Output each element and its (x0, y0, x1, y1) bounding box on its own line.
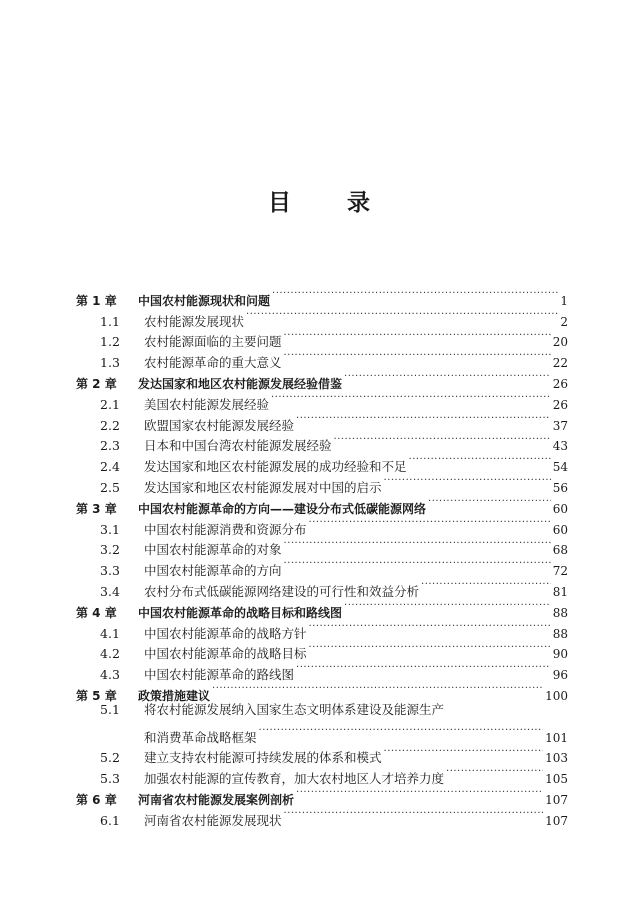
toc-entry-title: 中国农村能源消费和资源分布 (144, 521, 307, 537)
toc-entry-page: 103 (545, 751, 568, 766)
toc-chapter-entry[interactable] (76, 367, 568, 391)
toc-section-entry[interactable] (76, 450, 568, 475)
toc-entry-title: 中国农村能源革命的战略目标和路线图 (138, 605, 343, 620)
toc-entry-page: 56 (552, 480, 568, 495)
toc-leader-dots (212, 679, 543, 700)
toc-entry-page: 37 (552, 418, 568, 433)
toc-section-entry[interactable] (76, 742, 568, 766)
toc-entry-number: 4.2 (100, 646, 120, 662)
toc-entry-title: 政策措施建议 (138, 688, 211, 703)
toc-entry-title: 中国农村能源革命的战略目标 (144, 646, 307, 662)
toc-entry-page: 88 (552, 626, 568, 641)
toc-entry-page: 60 (552, 522, 568, 537)
toc-section-entry[interactable] (76, 554, 568, 579)
toc-entry-number: 1.3 (100, 355, 120, 371)
toc-entry-number: 4.1 (100, 625, 120, 641)
toc-entry-number: 3.2 (100, 542, 120, 558)
toc-leader-dots (309, 638, 551, 659)
toc-entry-number: 4.3 (100, 667, 120, 683)
toc-title-char-1: 目 (268, 189, 291, 216)
toc-title-char-2: 录 (347, 189, 370, 216)
toc-entry-page: 96 (552, 668, 568, 683)
toc-entry-number: 第 3 章 (76, 501, 117, 516)
toc-entry-number: 2.1 (100, 396, 120, 412)
toc-leader-dots (384, 471, 551, 492)
toc-entry-title: 加强农村能源的宣传教育，加大农村地区人才培养力度 (144, 771, 445, 787)
toc-entry-number: 2.4 (100, 459, 120, 475)
toc-entry-page: 88 (552, 605, 568, 620)
toc-entry-page: 101 (545, 730, 568, 745)
toc-section-entry[interactable] (76, 638, 568, 662)
toc-entry-title: 农村能源革命的重大意义 (144, 355, 282, 371)
toc-entry-title: 中国农村能源革命的路线图 (144, 667, 295, 683)
toc-entry-number: 第 5 章 (76, 688, 117, 703)
toc-entry-page: 1 (560, 293, 568, 308)
toc-entry-title: 农村能源面临的主要问题 (144, 334, 282, 350)
toc-entry-page: 20 (552, 335, 568, 350)
toc-entry-page: 81 (552, 584, 568, 599)
toc-entry-number: 3.1 (100, 521, 120, 537)
toc-entry-page: 22 (552, 356, 568, 371)
toc-entry-title: 日本和中国台湾农村能源发展经验 (144, 438, 332, 454)
toc-entry-title: 中国农村能源革命的方向 (144, 563, 282, 579)
toc-leader-dots (259, 721, 544, 742)
toc-section-entry[interactable] (76, 700, 568, 721)
toc-entry-page: 107 (545, 792, 568, 807)
toc-entry-title: 中国农村能源革命的方向——建设分布式低碳能源网络 (138, 501, 427, 516)
toc-leader-dots (246, 305, 558, 326)
toc-entry-page: 43 (552, 439, 568, 454)
toc-entry-page: 54 (552, 460, 568, 475)
toc-entry-title: 中国农村能源革命的对象 (144, 542, 282, 558)
toc-entry-number: 5.1 (100, 701, 120, 717)
toc-chapter-entry[interactable] (76, 596, 568, 620)
toc-section-entry[interactable] (76, 534, 568, 558)
toc-entry-number: 1.1 (100, 313, 120, 329)
toc-leader-dots (296, 409, 551, 430)
toc-entry-page: 60 (552, 501, 568, 516)
toc-chapter-entry[interactable] (76, 679, 568, 703)
toc-leader-dots (309, 513, 551, 534)
toc-leader-dots (272, 284, 558, 305)
toc-section-entry[interactable] (76, 762, 568, 787)
toc-leader-dots (344, 367, 551, 388)
toc-entry-number: 2.3 (100, 438, 120, 454)
toc-leader-dots (344, 596, 551, 617)
toc-entry-page: 68 (552, 543, 568, 558)
toc-entry-title: 中国农村能源革命的战略方针 (144, 625, 307, 641)
toc-entry-title: 农村能源发展现状 (144, 313, 245, 329)
toc-entry-number: 第 2 章 (76, 376, 117, 391)
toc-leader-dots (334, 430, 551, 451)
toc-leader-dots (428, 492, 551, 513)
toc-entry-page: 26 (552, 376, 568, 391)
toc-chapter-entry[interactable] (76, 492, 568, 516)
toc-entry-number: 1.2 (100, 334, 120, 350)
toc-entry-number: 第 1 章 (76, 293, 117, 308)
toc-entry-number: 2.2 (100, 417, 120, 433)
toc-section-entry[interactable] (76, 346, 568, 371)
toc-section-entry[interactable] (76, 513, 568, 537)
toc-entry-title: 发达国家和地区农村能源发展对中国的启示 (144, 479, 382, 495)
toc-section-entry[interactable] (76, 430, 568, 454)
toc-entry-page: 72 (552, 564, 568, 579)
toc-leader-dots (271, 388, 551, 409)
toc-entry-page: 2 (560, 314, 568, 329)
toc-entry-title: 将农村能源发展纳入国家生态文明体系建设及能源生产 (144, 701, 445, 717)
toc-leader-dots (284, 554, 551, 575)
toc-leader-dots (384, 742, 544, 763)
toc-leader-dots (284, 804, 544, 825)
toc-entry-title: 河南省农村能源发展现状 (144, 812, 282, 828)
toc-leader-dots (446, 762, 543, 783)
toc-section-entry[interactable] (76, 658, 568, 683)
toc-chapter-entry[interactable] (76, 284, 568, 308)
toc-entry-title: 农村分布式低碳能源网络建设的可行性和效益分析 (144, 583, 420, 599)
toc-entry-title: 河南省农村能源发展案例剖析 (138, 792, 295, 807)
toc-section-entry[interactable] (76, 305, 568, 329)
toc-entry-page: 90 (552, 647, 568, 662)
toc-section-entry[interactable] (76, 326, 568, 350)
toc-section-entry[interactable] (76, 721, 568, 745)
toc-leader-dots (284, 326, 551, 347)
toc-section-entry[interactable] (76, 409, 568, 433)
toc-entry-title: 发达国家和地区农村能源发展的成功经验和不足 (144, 459, 407, 475)
toc-entry-title: 建立支持农村能源可持续发展的体系和模式 (144, 750, 382, 766)
toc-leader-dots (296, 783, 543, 804)
toc-entry-title: 中国农村能源现状和问题 (138, 293, 271, 308)
toc-section-entry[interactable] (76, 804, 568, 828)
toc-section-entry[interactable] (76, 617, 568, 641)
toc-leader-dots (296, 658, 551, 679)
toc-entry-number: 第 6 章 (76, 792, 117, 807)
toc-entry-page: 105 (545, 772, 568, 787)
toc-entry-number: 3.3 (100, 563, 120, 579)
toc-chapter-entry[interactable] (76, 783, 568, 807)
toc-leader-dots (409, 450, 551, 471)
toc-entry-page: 107 (545, 813, 568, 828)
toc-leader-dots (284, 534, 551, 555)
toc-leader-dots (421, 575, 551, 596)
table-of-contents (76, 284, 568, 828)
toc-entry-title: 和消费革命战略框架 (144, 729, 257, 745)
toc-entry-number: 5.2 (100, 750, 120, 766)
toc-entry-page: 100 (545, 688, 568, 703)
toc-entry-number: 5.3 (100, 771, 120, 787)
toc-entry-title: 发达国家和地区农村能源发展经验借鉴 (138, 376, 343, 391)
toc-title (0, 184, 638, 217)
toc-section-entry[interactable] (76, 388, 568, 412)
toc-entry-title: 欧盟国家农村能源发展经验 (144, 417, 295, 433)
toc-entry-number: 6.1 (100, 812, 120, 828)
toc-section-entry[interactable] (76, 575, 568, 599)
toc-entry-number: 第 4 章 (76, 605, 117, 620)
toc-entry-number: 2.5 (100, 479, 120, 495)
toc-leader-dots (309, 617, 551, 638)
toc-section-entry[interactable] (76, 471, 568, 495)
toc-entry-title: 美国农村能源发展经验 (144, 396, 270, 412)
toc-entry-number: 3.4 (100, 583, 120, 599)
toc-entry-page: 26 (552, 397, 568, 412)
toc-leader-dots (284, 346, 551, 367)
